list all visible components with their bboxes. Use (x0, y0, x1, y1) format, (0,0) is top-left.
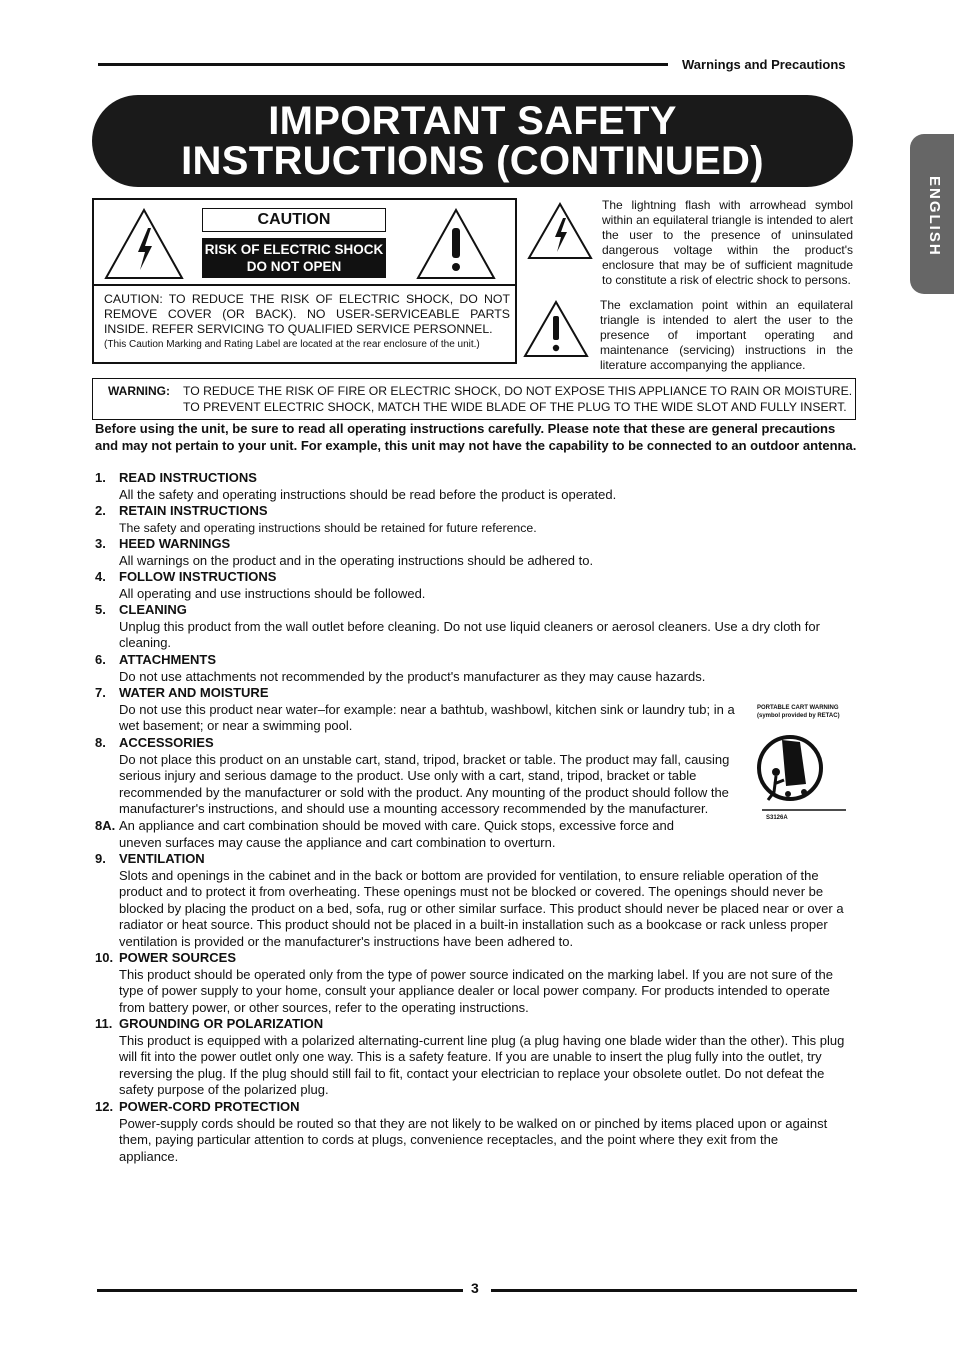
item-heading: READ INSTRUCTIONS (119, 470, 257, 485)
item-body: This product is equipped with a polarized alternating-current line plug (a plug having one blade wider than the other). This plug will fit into the power outlet only one way. This is a safety feature. If you are unable to insert the plug fully into the outlet, try reversing the plug. If the plug should still fail to fit, contact your electrician to replace your obsolete outlet. Do not defeat the safety purpose of the polarized plug. (119, 1032, 845, 1098)
item-number: 4. (95, 569, 106, 584)
item-number: 6. (95, 652, 106, 667)
language-tab-label: ENGLISH (926, 176, 943, 257)
list-item (95, 503, 855, 536)
risk-line-2: DO NOT OPEN (246, 259, 342, 274)
item-body: Do not use attachments not recommended by the product's manufacturer as they may cause hazards. (119, 668, 706, 684)
list-item (95, 685, 855, 735)
caution-divider (94, 284, 515, 286)
caution-box (92, 198, 517, 364)
item-number: 7. (95, 685, 106, 700)
exclamation-triangle-icon (416, 208, 496, 280)
item-number: 10. (95, 950, 114, 965)
item-heading: POWER-CORD PROTECTION (119, 1099, 300, 1114)
item-number: 2. (95, 503, 106, 518)
item-number: 8. (95, 735, 106, 750)
list-item (95, 1016, 855, 1099)
item-number: 5. (95, 602, 106, 617)
item-body: An appliance and cart combination should be moved with care. Quick stops, excessive force and uneven surfaces may cause the appliance and cart combination to overturn. (119, 818, 674, 850)
list-item (95, 851, 855, 951)
list-item (95, 950, 855, 1016)
item-body: Unplug this product from the wall outlet before cleaning. Do not use liquid cleaners or aerosol cleaners. Use a dry cloth for cleaning. (119, 618, 820, 651)
warning-line-2: TO PREVENT ELECTRIC SHOCK, MATCH THE WIDE BLADE OF THE PLUG TO THE WIDE SLOT AND FULLY INSERT. (183, 400, 847, 414)
cart-warning-label (757, 704, 840, 720)
language-tab[interactable] (910, 134, 954, 294)
portable-cart-warning-icon (756, 722, 848, 814)
item-number: 9. (95, 851, 106, 866)
list-item (95, 735, 855, 818)
item-body: This product should be operated only from the type of power source indicated on the marking label. If you are not sure of the type of power supply to your home, consult your appliance dealer or local power company. For products intended to operate from battery power, or other sources, refer to the operating instructions. (119, 966, 833, 1015)
item-heading: RETAIN INSTRUCTIONS (119, 503, 268, 518)
item-number: 3. (95, 536, 106, 551)
item-heading: WATER AND MOISTURE (119, 685, 269, 700)
lightning-triangle-icon (527, 202, 593, 260)
exclamation-triangle-icon (523, 300, 589, 358)
title-banner (92, 95, 853, 187)
item-body: All the safety and operating instructions should be read before the product is operated. (119, 486, 617, 502)
item-heading: GROUNDING OR POLARIZATION (119, 1016, 324, 1031)
list-item (95, 818, 855, 851)
item-heading: CLEANING (119, 602, 187, 617)
section-title: Warnings and Precautions (682, 57, 846, 72)
title-line-1: IMPORTANT SAFETY (268, 99, 677, 143)
list-item (95, 569, 855, 602)
item-heading: ATTACHMENTS (119, 652, 217, 667)
footer-rule-left (97, 1289, 463, 1292)
warning-line-1: TO REDUCE THE RISK OF FIRE OR ELECTRIC SHOCK, DO NOT EXPOSE THIS APPLIANCE TO RAIN OR MOISTURE. (183, 384, 853, 398)
item-body: All warnings on the product and in the operating instructions should be adhered to. (119, 552, 594, 568)
item-number: 12. (95, 1099, 114, 1114)
lightning-triangle-icon (104, 208, 184, 280)
item-heading: VENTILATION (119, 851, 205, 866)
exclamation-explanation: The exclamation point within an equilateral triangle is intended to alert the user to the presence of important operating and maintenance (servicing) instructions in the literature accompanying the appliance. (600, 298, 853, 372)
caution-note: (This Caution Marking and Rating Label are located at the rear enclosure of the unit.) (104, 339, 480, 350)
lightning-explanation: The lightning flash with arrowhead symbol within an equilateral triangle is intended to alert the user to the presence of uninsulated dangerous voltage within the product's enclosure that may be of sufficient magnitude to constitute a risk of electric shock to persons. (602, 198, 853, 287)
item-number: 11. (95, 1016, 113, 1031)
list-item (95, 470, 855, 503)
item-body: Do not use this product near water–for example: near a bathtub, washbowl, kitchen sink or laundry tub; in a wet basement; or near a swimming pool. (119, 701, 735, 734)
warning-box (92, 378, 856, 420)
item-body: Do not place this product on an unstable cart, stand, tripod, bracket or table. The product may fall, causing serious injury and serious damage to the product. Use only with a cart, stand, tripod, bracket or table recommended by the manufacturer or sold with the product. Any mounting of the product should follow the manufacturer's instructions, and should use a mounting accessory recommended by the manufacturer. (119, 751, 730, 817)
item-heading: HEED WARNINGS (119, 536, 231, 551)
header-rule (98, 63, 668, 66)
cart-symbol-code: S3126A (766, 815, 788, 821)
item-body: Power-supply cords should be routed so that they are not likely to be walked on or pinched by items placed upon or against them, paying particular attention to cords at plugs, convenience receptacles, and the point where they exit from the appliance. (119, 1115, 828, 1164)
item-body: Slots and openings in the cabinet and in the back or bottom are provided for ventilation, to ensure reliable operation of the product and to protect it from overheating. These openings must not be blocked or covered. The openings should never be blocked by placing the product on a bed, sofa, rug or other similar surface. This product should never be placed near or over a radiator or heat source. This product should not be placed in a built-in installation such as a bookcase or rack unless proper ventilation is provided or the manufacturer's instructions have been adhered to. (119, 867, 844, 949)
warning-label: WARNING: (108, 384, 170, 398)
item-heading: FOLLOW INSTRUCTIONS (119, 569, 277, 584)
page-number: 3 (471, 1280, 479, 1296)
item-number: 1. (95, 470, 106, 485)
list-item (95, 652, 855, 685)
list-item (95, 1099, 855, 1165)
risk-label (202, 238, 386, 278)
footer-rule-right (491, 1289, 857, 1292)
item-body: All operating and use instructions should be followed. (119, 585, 426, 601)
cart-label-line-2: (symbol provided by RETAC) (757, 713, 840, 719)
cart-label-line-1: PORTABLE CART WARNING (757, 705, 839, 711)
item-body: The safety and operating instructions should be retained for future reference. (119, 520, 537, 535)
list-item (95, 602, 855, 652)
item-heading: ACCESSORIES (119, 735, 214, 750)
item-heading: POWER SOURCES (119, 950, 237, 965)
caution-label: CAUTION (202, 208, 386, 232)
item-number: 8A. (95, 818, 116, 833)
title-line-2: INSTRUCTIONS (CONTINUED) (181, 139, 764, 183)
list-item (95, 536, 855, 569)
caution-text: CAUTION: TO REDUCE THE RISK OF ELECTRIC SHOCK, DO NOT REMOVE COVER (OR BACK). NO USER-SERVICEABLE PARTS INSIDE. REFER SERVICING TO QUALIFIED SERVICE PERSONNEL. (104, 292, 510, 336)
risk-line-1: RISK OF ELECTRIC SHOCK (204, 242, 384, 257)
intro-paragraph: Before using the unit, be sure to read all operating instructions carefully. Please note that these are general precautions and may not pertain to your unit. For example, this unit may not have the capability to be connected to an outdoor antenna. (95, 421, 857, 453)
